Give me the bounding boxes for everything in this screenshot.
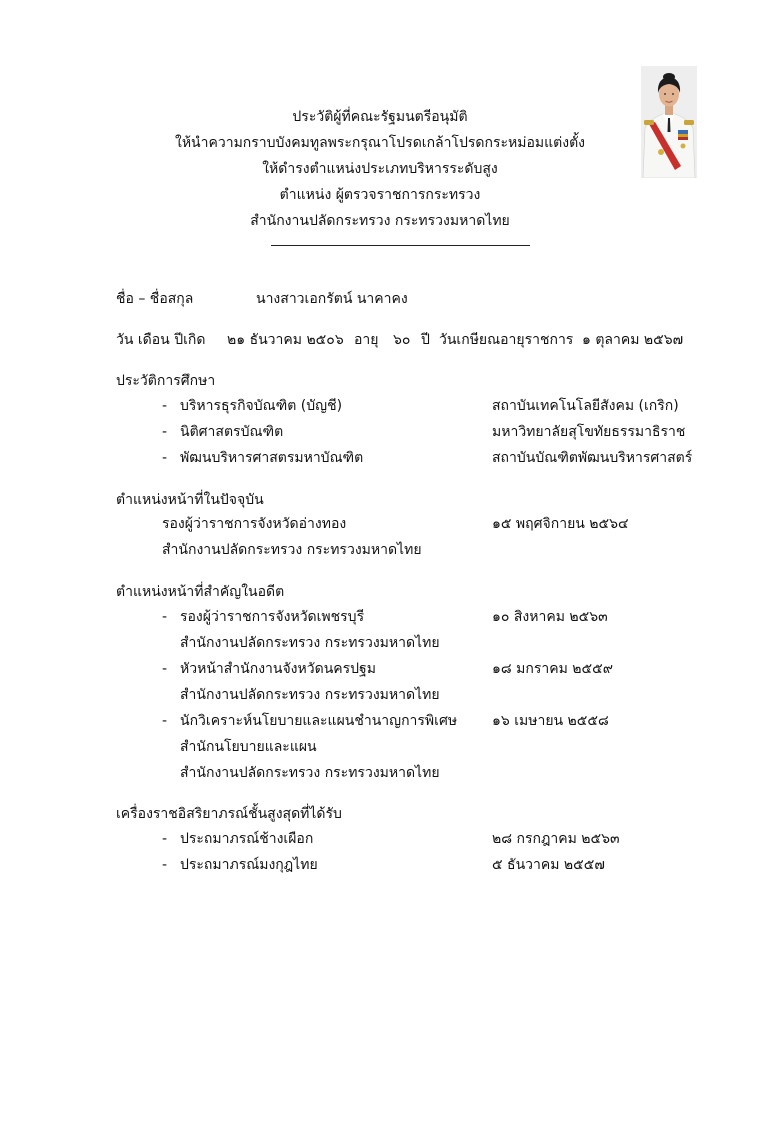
current-position-heading: ตำแหน่งหน้าที่ในปัจจุบัน (116, 492, 264, 508)
education-dash: - (162, 450, 168, 466)
past-position-org: สำนักงานปลัดกระทรวง กระทรวงมหาดไทย (180, 687, 440, 703)
birth-label: วัน เดือน ปีเกิด (116, 332, 206, 348)
education-institution: สถาบันบัณฑิตพัฒนบริหารศาสตร์ (492, 450, 693, 466)
age-value: ๖๐ (393, 332, 411, 348)
past-position-org: สำนักนโยบายและแผน (180, 739, 317, 755)
age-label: อายุ (354, 332, 379, 348)
education-degree: นิติศาสตรบัณฑิต (180, 424, 284, 440)
past-positions-heading: ตำแหน่งหน้าที่สำคัญในอดีต (116, 584, 285, 600)
decoration-date: ๒๘ กรกฎาคม ๒๕๖๓ (492, 831, 620, 847)
portrait-photo (641, 66, 697, 178)
education-degree: พัฒนบริหารศาสตรมหาบัณฑิต (180, 450, 364, 466)
past-position-date: ๑๘ มกราคม ๒๕๕๙ (492, 661, 613, 677)
name-value: นางสาวเอกรัตน์ นาคาคง (256, 291, 408, 307)
past-position-title: นักวิเคราะห์นโยบายและแผนชำนาญการพิเศษ (180, 713, 458, 729)
education-heading: ประวัติการศึกษา (116, 373, 216, 389)
education-dash: - (162, 398, 168, 414)
header-line-1: ประวัติผู้ที่คณะรัฐมนตรีอนุมัติ (292, 109, 468, 125)
header-line-2: ให้นำความกราบบังคมทูลพระกรุณาโปรดเกล้าโปรดกระหม่อมแต่งตั้ง (174, 135, 586, 151)
education-institution: สถาบันเทคโนโลยีสังคม (เกริก) (492, 398, 679, 414)
current-position-org: สำนักงานปลัดกระทรวง กระทรวงมหาดไทย (162, 542, 422, 558)
name-label: ชื่อ – ชื่อสกุล (116, 291, 194, 307)
header-line-5: สำนักงานปลัดกระทรวง กระทรวงมหาดไทย (250, 213, 510, 229)
past-position-org: สำนักงานปลัดกระทรวง กระทรวงมหาดไทย (180, 765, 440, 781)
retire-date: ๑ ตุลาคม ๒๕๖๗ (582, 332, 684, 348)
past-position-dash: - (162, 609, 168, 625)
current-position-date: ๑๕ พฤศจิกายน ๒๕๖๔ (492, 516, 629, 532)
past-position-dash: - (162, 661, 168, 677)
header-line-3: ให้ดำรงตำแหน่งประเภทบริหารระดับสูง (262, 161, 498, 177)
past-position-title: รองผู้ว่าราชการจังหวัดเพชรบุรี (180, 609, 365, 625)
education-degree: บริหารธุรกิจบัณฑิต (บัญชี) (180, 398, 343, 414)
header-divider (271, 245, 530, 246)
birth-date: ๒๑ ธันวาคม ๒๕๐๖ (227, 332, 344, 348)
decorations-heading: เครื่องราชอิสริยาภรณ์ชั้นสูงสุดที่ได้รับ (116, 806, 342, 822)
education-dash: - (162, 424, 168, 440)
decoration-date: ๕ ธันวาคม ๒๕๕๗ (492, 857, 605, 873)
past-position-date: ๑๐ สิงหาคม ๒๕๖๓ (492, 609, 608, 625)
decoration-name: ประถมาภรณ์ช้างเผือก (180, 831, 314, 847)
past-position-date: ๑๖ เมษายน ๒๕๕๘ (492, 713, 609, 729)
header-line-4: ตำแหน่ง ผู้ตรวจราชการกระทรวง (279, 187, 481, 203)
past-position-title: หัวหน้าสำนักงานจังหวัดนครปฐม (180, 661, 376, 677)
past-position-dash: - (162, 713, 168, 729)
retire-label: วันเกษียณอายุราชการ (439, 332, 574, 348)
current-position-title: รองผู้ว่าราชการจังหวัดอ่างทอง (162, 516, 347, 532)
decoration-name: ประถมาภรณ์มงกุฎไทย (180, 857, 318, 873)
age-unit: ปี (421, 332, 430, 348)
decoration-dash: - (162, 831, 168, 847)
document-header (140, 104, 620, 234)
education-institution: มหาวิทยาลัยสุโขทัยธรรมาธิราช (492, 424, 686, 440)
past-position-org: สำนักงานปลัดกระทรวง กระทรวงมหาดไทย (180, 635, 440, 651)
decoration-dash: - (162, 857, 168, 873)
